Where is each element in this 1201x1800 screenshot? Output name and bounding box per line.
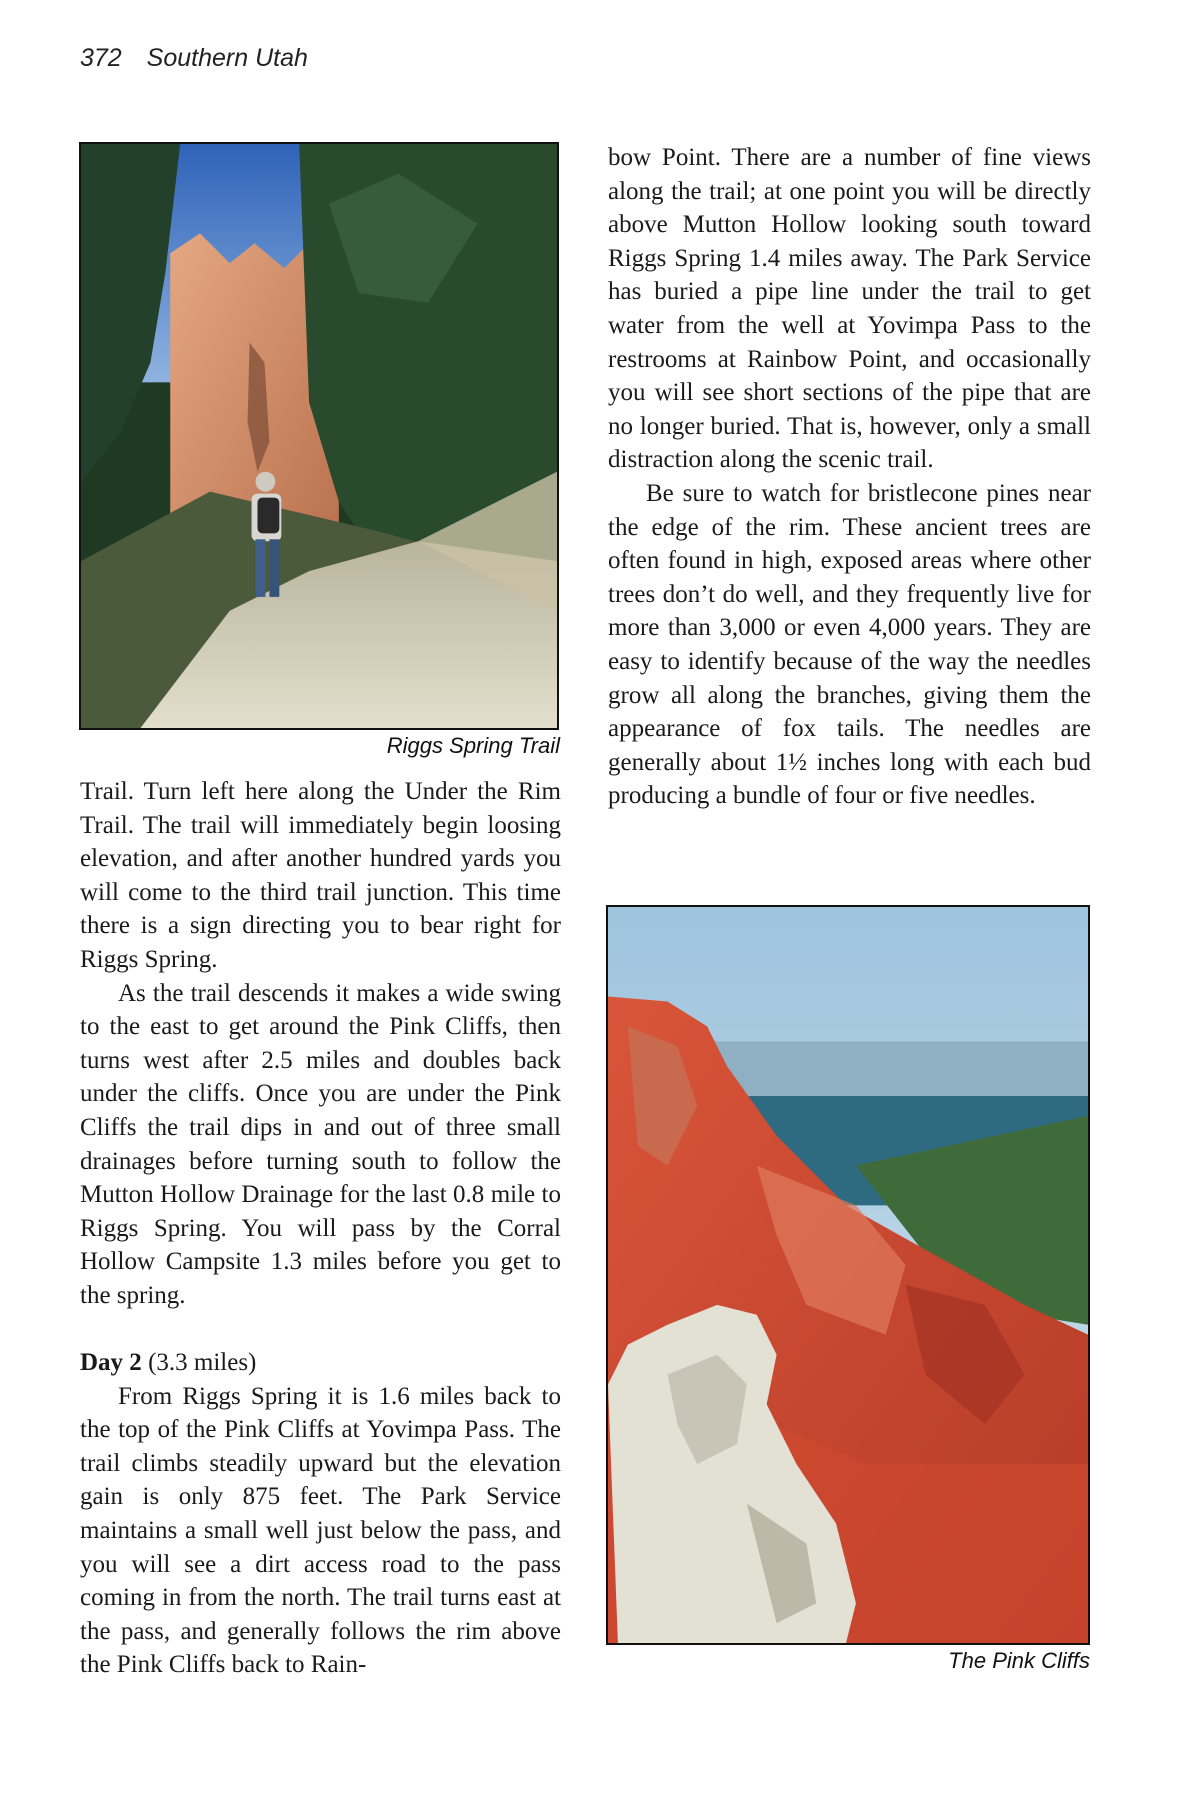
day-2-heading — [80, 1346, 561, 1380]
paragraph: Trail. Turn left here along the Under the Rim Trail. The trail will immediately begin loosing elevation, and after another hundred yards you will come to the third trail junction. This time there is a sign directing you to bear right for Riggs Spring. — [80, 778, 561, 973]
section-title: Southern Utah — [146, 44, 308, 72]
pink-cliffs-image — [608, 907, 1088, 1643]
riggs-spring-trail-image — [81, 144, 557, 728]
pink-cliffs-photo — [606, 905, 1090, 1645]
right-text-column — [608, 141, 1091, 813]
riggs-spring-trail-caption: Riggs Spring Trail — [386, 733, 560, 758]
day-2-distance: (3.3 miles) — [141, 1349, 257, 1377]
page-number: 372 — [80, 44, 122, 72]
paragraph: bow Point. There are a number of fine views along the trail; at one point you will be directly above Mutton Hollow looking south toward Riggs Spring 1.4 miles away. The Park Service has buried a pipe line under the trail to get water from the well at Yovimpa Pass to the restrooms at Rainbow Point, and occasionally you will see short sections of the pipe that are no longer buried. That is, however, only a small distraction along the scenic trail. — [608, 144, 1091, 474]
left-text-column — [80, 775, 561, 1682]
paragraph: As the trail descends it makes a wide swing to the east to get around the Pink Cliffs, then turns west after 2.5 miles and doubles back under the cliffs. Once you are under the Pink Cliffs the trail dips in and out of three small drainages before turning south to follow the Mutton Hollow Drainage for the last 0.8 mile to Riggs Spring. You will pass by the Corral Hollow Campsite 1.3 miles before you get to the spring. — [80, 979, 561, 1309]
paragraph: From Riggs Spring it is 1.6 miles back to the top of the Pink Cliffs at Yovimpa Pass. The trail climbs steadily upward but the elevation gain is only 875 feet. The Park Service maintains a small well just below the pass, and you will see a dirt access road to the pass coming in from the north. The trail turns east at the pass, and generally follows the rim above the Pink Cliffs back to Rain- — [80, 1382, 561, 1679]
pink-cliffs-caption: The Pink Cliffs — [948, 1648, 1090, 1673]
day-2-label: Day 2 — [80, 1349, 142, 1377]
paragraph: Be sure to watch for bristlecone pines near the edge of the rim. These ancient trees are often found in high, exposed areas where other trees don’t do well, and they frequently live for more than 3,000 or even 4,000 years. They are easy to identify because of the way the needles grow all along the branches, giving them the appearance of fox tails. The needles are generally about 1½ inches long with each bud producing a bundle of four or five needles. — [608, 479, 1091, 810]
running-header — [80, 44, 308, 73]
riggs-spring-trail-photo — [79, 142, 559, 730]
